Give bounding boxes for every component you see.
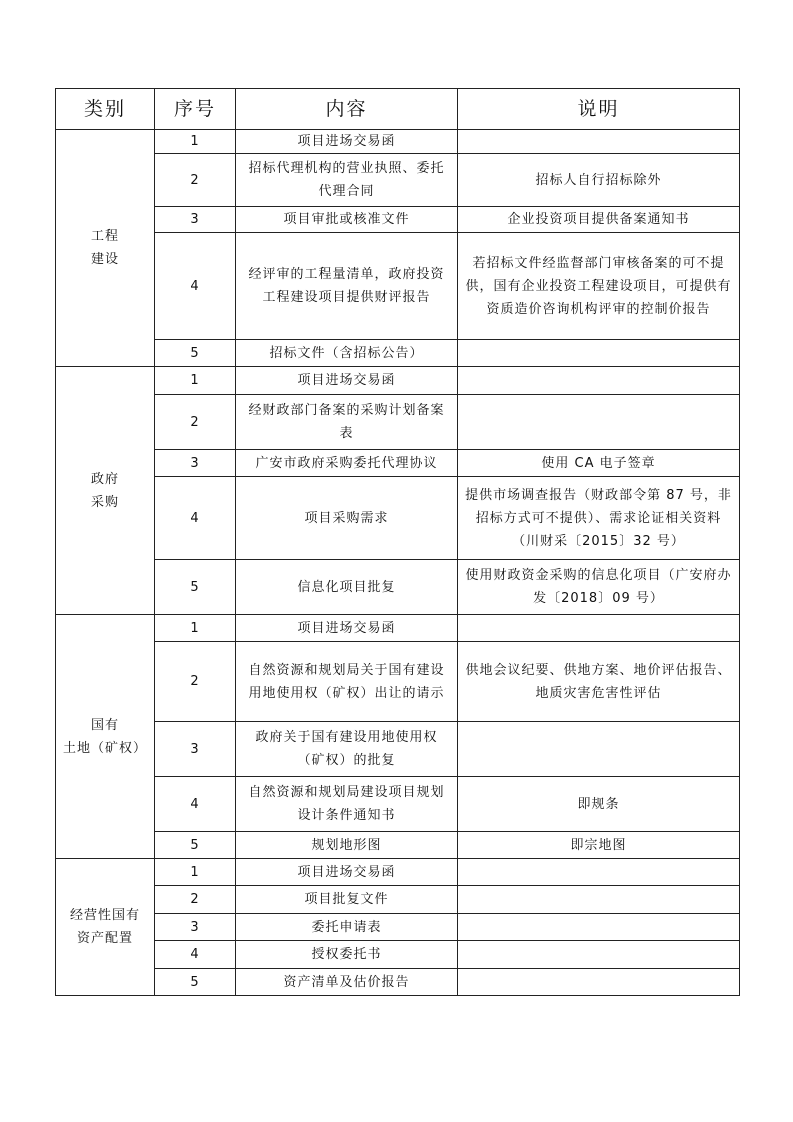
row-content: 资产清单及估价报告 [236,969,458,996]
row-number: 4 [155,777,236,832]
row-description: 供地会议纪要、供地方案、地价评估报告、地质灾害危害性评估 [458,642,740,722]
header-category: 类别 [56,89,155,130]
table-row [56,367,740,395]
table-row [56,450,740,477]
row-number: 5 [155,969,236,996]
row-content: 项目批复文件 [236,886,458,914]
table-row [56,477,740,560]
header-number: 序号 [155,89,236,130]
row-description: 企业投资项目提供备案通知书 [458,207,740,233]
table-row [56,886,740,914]
row-description [458,367,740,395]
row-content: 经评审的工程量清单，政府投资工程建设项目提供财评报告 [236,233,458,340]
row-description [458,941,740,969]
row-content: 经财政部门备案的采购计划备案表 [236,395,458,450]
row-description [458,859,740,886]
table-row [56,130,740,154]
category-cell [56,130,155,367]
category-line: 建设 [90,252,119,267]
table-row [56,154,740,207]
row-number: 1 [155,859,236,886]
row-description: 使用 CA 电子签章 [458,450,740,477]
table-row [56,233,740,340]
row-number: 5 [155,560,236,615]
row-content: 项目审批或核准文件 [236,207,458,233]
row-description [458,395,740,450]
table-row [56,777,740,832]
row-number: 4 [155,233,236,340]
row-content: 招标代理机构的营业执照、委托代理合同 [236,154,458,207]
table-row [56,914,740,941]
category-cell [56,615,155,859]
table-row [56,722,740,777]
category-line: 经营性国有 [69,908,140,923]
header-description: 说明 [458,89,740,130]
row-description: 即规条 [458,777,740,832]
table-row [56,832,740,859]
row-description: 即宗地图 [458,832,740,859]
header-content: 内容 [236,89,458,130]
category-line: 土地（矿权） [62,740,147,756]
row-description: 使用财政资金采购的信息化项目（广安府办发〔2018〕09 号） [458,560,740,615]
row-number: 2 [155,642,236,722]
table-row [56,615,740,642]
row-number: 1 [155,130,236,154]
row-content: 项目进场交易函 [236,859,458,886]
row-description: 提供市场调查报告（财政部令第 87 号，非招标方式可不提供）、需求论证相关资料（川财采〔2015〕32 号） [458,477,740,560]
row-description [458,722,740,777]
table-row [56,859,740,886]
table-row [56,642,740,722]
row-number: 1 [155,367,236,395]
header-row [56,89,740,130]
row-description [458,340,740,367]
row-description [458,130,740,154]
row-number: 4 [155,477,236,560]
row-number: 1 [155,615,236,642]
row-description [458,969,740,996]
table-row [56,969,740,996]
category-cell [56,859,155,996]
row-content: 政府关于国有建设用地使用权（矿权）的批复 [236,722,458,777]
row-description [458,914,740,941]
row-content: 项目进场交易函 [236,367,458,395]
row-content: 项目采购需求 [236,477,458,560]
row-description [458,886,740,914]
category-cell [56,367,155,615]
row-number: 3 [155,207,236,233]
materials-table [55,88,740,996]
row-description [458,615,740,642]
category-line: 政府 [90,471,119,487]
row-content: 委托申请表 [236,914,458,941]
row-number: 5 [155,832,236,859]
row-number: 4 [155,941,236,969]
row-content: 项目进场交易函 [236,130,458,154]
table-row [56,340,740,367]
row-content: 招标文件（含招标公告） [236,340,458,367]
category-line: 国有 [90,717,119,733]
row-content: 规划地形图 [236,832,458,859]
row-content: 自然资源和规划局建设项目规划设计条件通知书 [236,777,458,832]
row-number: 5 [155,340,236,367]
row-content: 授权委托书 [236,941,458,969]
row-description: 招标人自行招标除外 [458,154,740,207]
row-content: 项目进场交易函 [236,615,458,642]
row-number: 2 [155,395,236,450]
row-content: 广安市政府采购委托代理协议 [236,450,458,477]
row-content: 信息化项目批复 [236,560,458,615]
row-number: 3 [155,722,236,777]
category-line: 工程 [90,229,119,244]
row-content: 自然资源和规划局关于国有建设用地使用权（矿权）出让的请示 [236,642,458,722]
row-number: 2 [155,154,236,207]
row-number: 2 [155,886,236,914]
table-row [56,941,740,969]
category-line: 采购 [90,494,119,510]
category-line: 资产配置 [76,931,133,946]
row-number: 3 [155,450,236,477]
table-row [56,560,740,615]
table-row [56,207,740,233]
row-number: 3 [155,914,236,941]
row-description: 若招标文件经监督部门审核备案的可不提供，国有企业投资工程建设项目，可提供有资质造价咨询机构评审的控制价报告 [458,233,740,340]
table-row [56,395,740,450]
